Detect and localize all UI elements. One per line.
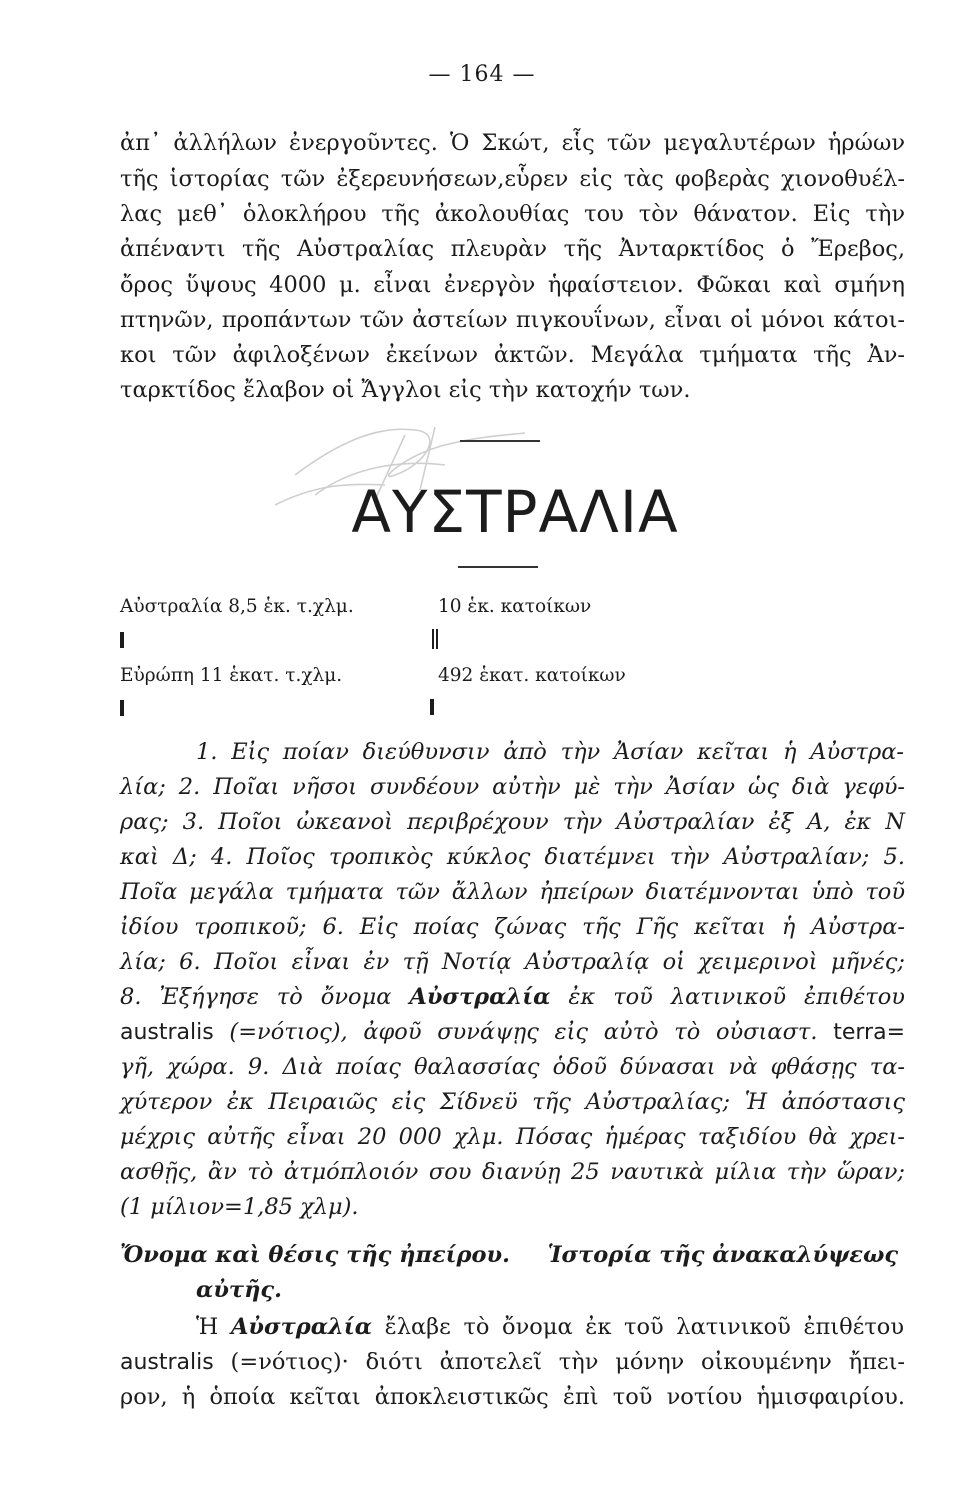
question-line: ασθῇς, ἂν τὸ ἀτμόπλοιόν σου διανύῃ 25 ναυτικὰ μίλια τὴν ὥραν; (120, 1159, 905, 1185)
paragraph-text: (=νότιος)· διότι ἀποτελεῖ τὴν μόνην οἰκουμένην ἤπει- (213, 1349, 905, 1375)
paragraph-text: ἔλαβε τὸ ὄνομα ἐκ τοῦ λατινικοῦ ἐπιθέτου (372, 1314, 904, 1340)
question-text: ἐκ τοῦ λατινικοῦ ἐπιθέτου (550, 984, 905, 1010)
question-line: καὶ Δ; 4. Ποῖος τροπικὸς κύκλος διατέμνει τὴν Αὐστραλίαν; 5. (120, 844, 905, 870)
text-line (196, 1312, 904, 1342)
question-text: (=νότιος), ἀφοῦ συνάψῃς εἰς αὐτὸ τὸ οὐσιαστ. (213, 1019, 834, 1045)
latin-term: australis (120, 1020, 214, 1045)
question-line: Ποῖα μεγάλα τμήματα τῶν ἄλλων ἠπείρων διατέμνονται ὑπὸ τοῦ (120, 879, 905, 905)
europe-pop-label: 492 ἑκατ. κατοίκων (438, 665, 626, 686)
question-line: ἰδίου τροπικοῦ; 6. Εἰς ποίας ζώνας τῆς Γῆς κεῖται ἡ Αὐστρα- (120, 914, 905, 940)
text-line: ἀπέναντι τῆς Αὐστραλίας πλευρὰν τῆς Ἀνταρκτίδος ὁ Ἔρεβος, (120, 236, 905, 262)
text-line: κοι τῶν ἀφιλοξένων ἐκείνων ἀκτῶν. Μεγάλα τμήματα τῆς Ἀν- (120, 342, 905, 368)
title-rule-top (460, 440, 540, 442)
europe-area-label: Εὐρώπη 11 ἑκατ. τ.χλμ. (120, 665, 343, 686)
europe-area-bar (120, 700, 124, 716)
text-line: ὄρος ὕψους 4000 μ. εἶναι ἐνεργὸν ἡφαίστειον. Φῶκαι καὶ σμήνη (120, 272, 905, 298)
question-line: 1. Εἰς ποίαν διεύθυνσιν ἀπὸ τὴν Ἀσίαν κεῖται ἡ Αὐστρα- (196, 739, 904, 765)
bold-term: Αὐστραλία (230, 1314, 373, 1340)
title-rule-bottom (458, 566, 538, 568)
question-line: (1 μίλιον=1,85 χλμ). (120, 1194, 359, 1220)
page-number: — 164 — (428, 62, 536, 87)
australia-pop-label: 10 ἑκ. κατοίκων (438, 596, 592, 617)
bold-term: Αὐστραλία (409, 984, 551, 1010)
europe-population-bar (430, 699, 434, 715)
text-line: τῆς ἱστορίας τῶν ἐξερευνήσεων,εὗρεν εἰς τὰς φοβερὰς χιονοθυέλ- (120, 166, 905, 192)
text-line: πτηνῶν, προπάντων τῶν ἀστείων πιγκουΐνων, εἶναι οἱ μόνοι κάτοι- (120, 307, 905, 333)
latin-term: australis (120, 1350, 214, 1375)
text-line (120, 1347, 905, 1378)
australia-area-bar (120, 632, 124, 648)
paragraph-text: Ἡ (196, 1314, 231, 1340)
question-line (120, 982, 905, 1012)
section-heading-cont: αὐτῆς. (196, 1277, 282, 1303)
question-line: γῆ, χώρα. 9. Διὰ ποίας θαλασσίας ὁδοῦ δύνασαι νὰ φθάσῃς τα- (120, 1054, 905, 1080)
question-line: μέχρις αὐτῆς εἶναι 20 000 χλμ. Πόσας ἡμέρας ταξιδίου θὰ χρει- (120, 1124, 905, 1150)
australia-population-bar (432, 629, 438, 649)
question-line (120, 1017, 905, 1048)
question-line: λία; 2. Ποῖαι νῆσοι συνδέουν αὐτὴν μὲ τὴν Ἀσίαν ὡς διὰ γεφύ- (120, 774, 905, 800)
chapter-title: ΑΥΣΤΡΑΛΙΑ (351, 478, 679, 546)
text-line: λας μεθ᾽ ὁλοκλήρου τῆς ἀκολουθίας του τὸν θάνατον. Εἰς τὴν (120, 201, 905, 227)
question-line: χύτερον ἐκ Πειραιῶς εἰς Σίδνεϋ τῆς Αὐστραλίας; Ἡ ἀπόστασις (120, 1089, 905, 1115)
question-text: 8. Ἐξήγησε τὸ ὄνομα (120, 984, 410, 1010)
question-line: λία; 6. Ποῖοι εἶναι ἐν τῇ Νοτίᾳ Αὐστραλίᾳ οἱ χειμερινοὶ μῆνές; (120, 949, 905, 975)
section-heading (120, 1242, 905, 1268)
section-heading-part: Ἱστορία τῆς ἀνακαλύψεως (547, 1242, 899, 1268)
section-heading-part: Ὄνομα καὶ θέσις τῆς ἠπείρου. (120, 1242, 510, 1268)
text-line: ἀπ᾽ ἀλλήλων ἐνεργοῦντες. Ὁ Σκώτ, εἷς τῶν μεγαλυτέρων ἡρώων (120, 130, 905, 156)
text-line: ταρκτίδος ἔλαβον οἱ Ἄγγλοι εἰς τὴν κατοχήν των. (120, 377, 691, 403)
latin-term: terra= (833, 1020, 905, 1045)
australia-area-label: Αὐστραλία 8,5 ἑκ. τ.χλμ. (120, 596, 354, 617)
question-line: ρας; 3. Ποῖοι ὠκεανοὶ περιβρέχουν τὴν Αὐστραλίαν ἐξ Α, ἐκ Ν (120, 809, 905, 835)
text-line: ρον, ἡ ὁποία κεῖται ἀποκλειστικῶς ἐπὶ τοῦ νοτίου ἡμισφαιρίου. (120, 1384, 905, 1410)
